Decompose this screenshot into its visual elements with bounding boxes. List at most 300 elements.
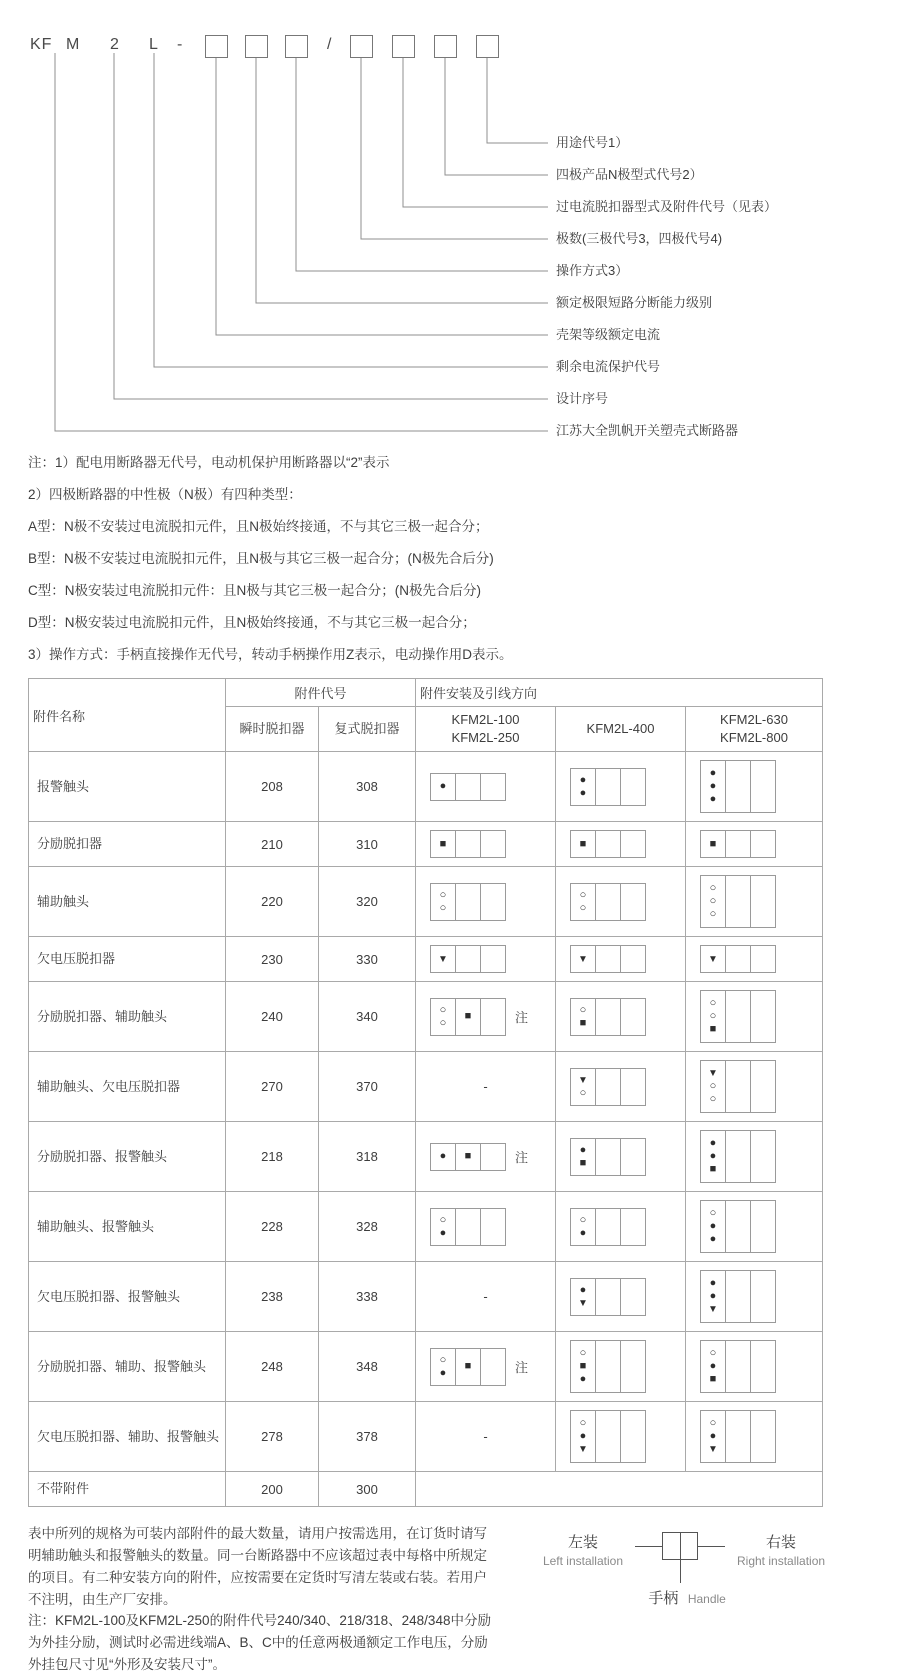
diagram-cell — [686, 1122, 823, 1192]
callout-label: 操作方式3） — [556, 263, 629, 278]
install-position-diagram — [570, 1068, 646, 1106]
diagram-cell — [416, 1122, 556, 1192]
instant-code-cell: 230 — [226, 937, 319, 982]
callout-line — [216, 58, 548, 335]
diagram-compartment — [595, 946, 620, 972]
accessory-symbol: ● — [579, 1226, 587, 1239]
note-line: B型：N极不安装过电流脱扣元件，且N极与其它三极一起合分；(N极先合后分) — [28, 551, 494, 566]
diagram-compartment — [571, 884, 595, 920]
callout-label: 额定极限短路分断能力级别 — [556, 295, 713, 310]
diagram-cell — [556, 1262, 686, 1332]
diagram-compartment — [431, 1349, 455, 1385]
instant-code-cell: 210 — [226, 822, 319, 867]
diagram-compartment — [480, 946, 505, 972]
install-position-diagram — [430, 1208, 506, 1246]
accessory-name-cell: 分励脱扣器 — [29, 822, 226, 867]
composite-code-cell: 348 — [319, 1332, 416, 1402]
code-letter: KF — [30, 36, 53, 53]
accessory-symbol: ○ — [709, 1347, 717, 1359]
callout-line — [114, 53, 548, 399]
right-lead-line — [698, 1546, 725, 1547]
diagram-compartment — [750, 1411, 775, 1462]
code-slash: / — [327, 36, 333, 53]
diagram-cell — [686, 1262, 823, 1332]
diagram-compartment — [571, 769, 595, 805]
accessory-symbol: ▼ — [708, 1304, 718, 1315]
accessory-name-cell: 辅助触头、欠电压脱扣器 — [29, 1052, 226, 1122]
empty-diagram-cell — [416, 1472, 823, 1507]
diagram-compartment — [571, 1069, 595, 1105]
code-dash: - — [177, 36, 184, 53]
footer-note: 注：KFM2L-100及KFM2L-250的附件代号240/340、218/318、248/348中分励为外挂分励，测试时必需进线端A、B、C中的任意两极通额定工作电压，分励外挂包尺寸见“外形及安装尺寸”。 — [28, 1613, 491, 1673]
install-position-diagram — [570, 768, 646, 806]
diagram-compartment — [431, 946, 455, 972]
table-row — [29, 937, 823, 982]
diagram-compartment — [620, 884, 645, 920]
install-position-diagram — [570, 830, 646, 858]
diagram-compartment — [725, 1131, 750, 1182]
accessory-symbol: ● — [439, 1150, 447, 1162]
diagram-cell — [416, 752, 556, 822]
callout-line — [445, 58, 548, 175]
diagram-cell — [556, 937, 686, 982]
header-code-col: 瞬时脱扣器 — [226, 707, 319, 752]
callout-label: 过电流脱扣器型式及附件代号（见表） — [556, 199, 778, 214]
diagram-cell — [686, 1332, 823, 1402]
diagram-compartment — [725, 761, 750, 812]
accessory-symbol: ○ — [709, 1207, 717, 1219]
diagram-compartment — [750, 1061, 775, 1112]
accessory-symbol: ○ — [709, 1417, 717, 1429]
install-position-diagram — [700, 1270, 776, 1323]
composite-code-cell: 320 — [319, 867, 416, 937]
diagram-compartment — [455, 884, 480, 920]
header-model-col: KFM2L-100 KFM2L-250 — [416, 707, 556, 752]
left-install-cn: 左装 — [567, 1534, 598, 1551]
instant-code-cell: 220 — [226, 867, 319, 937]
callout-label: 设计序号 — [556, 391, 609, 406]
diagram-compartment — [595, 1209, 620, 1245]
header-install-group: 附件安装及引线方向 — [416, 679, 823, 707]
diagram-compartment — [595, 1411, 620, 1462]
install-position-diagram — [700, 1060, 776, 1113]
diagram-compartment — [701, 761, 725, 812]
note-line: 2）四极断路器的中性极（N极）有四种类型： — [28, 487, 302, 502]
diagram-compartment — [701, 876, 725, 927]
diagram-compartment — [431, 774, 455, 800]
diagram-compartment — [750, 1201, 775, 1252]
diagram-compartment — [455, 946, 480, 972]
accessory-symbol: ● — [709, 1233, 717, 1245]
accessory-symbol: ● — [709, 1220, 717, 1232]
diagram-cell — [686, 867, 823, 937]
install-position-diagram — [570, 1278, 646, 1316]
note-mark: 注 — [515, 1150, 529, 1165]
diagram-compartment — [701, 1201, 725, 1252]
instant-code-cell: 208 — [226, 752, 319, 822]
diagram-compartment — [595, 769, 620, 805]
accessory-symbol: ○ — [709, 997, 717, 1009]
diagram-compartment — [620, 1069, 645, 1105]
note-mark: 注 — [515, 1360, 529, 1375]
diagram-cell — [686, 1052, 823, 1122]
install-position-diagram — [430, 830, 506, 858]
install-position-diagram — [570, 1410, 646, 1463]
handle-caption — [648, 1587, 726, 1608]
callout-label: 剩余电流保护代号 — [556, 359, 661, 374]
table-row — [29, 1192, 823, 1262]
accessory-symbol: ○ — [579, 1213, 587, 1226]
diagram-compartment — [750, 1271, 775, 1322]
instant-code-cell: 248 — [226, 1332, 319, 1402]
callout-line — [403, 58, 548, 207]
diagram-cell — [686, 752, 823, 822]
instant-code-cell: 218 — [226, 1122, 319, 1192]
accessory-symbol: ○ — [709, 908, 717, 920]
install-position-diagram — [430, 998, 506, 1036]
diagram-compartment — [595, 1069, 620, 1105]
accessories-table-header — [29, 679, 823, 752]
header-code-col: 复式脱扣器 — [319, 707, 416, 752]
instant-code-cell: 240 — [226, 982, 319, 1052]
diagram-cell — [416, 867, 556, 937]
accessory-symbol: ■ — [579, 837, 587, 850]
composite-code-cell: 370 — [319, 1052, 416, 1122]
accessory-symbol: ● — [709, 1137, 717, 1149]
header-model-col: KFM2L-400 — [556, 707, 686, 752]
accessory-symbol: ▼ — [578, 1074, 588, 1086]
accessory-symbol: ● — [579, 1283, 587, 1296]
diagram-compartment — [571, 1209, 595, 1245]
table-row — [29, 1122, 823, 1192]
header-accessory-name: 附件名称 — [29, 679, 226, 752]
diagram-cell — [686, 822, 823, 867]
accessory-symbol: ○ — [579, 888, 587, 901]
footer-section — [0, 1507, 900, 1676]
diagram-compartment — [620, 1341, 645, 1392]
table-row — [29, 867, 823, 937]
accessory-symbol: ● — [709, 1277, 717, 1289]
accessory-symbol: ▼ — [578, 953, 588, 965]
diagram-compartment — [571, 1341, 595, 1392]
accessory-symbol: ○ — [439, 1003, 447, 1016]
install-position-diagram — [700, 760, 776, 813]
accessory-name-cell: 分励脱扣器、报警触头 — [29, 1122, 226, 1192]
diagram-compartment — [455, 774, 480, 800]
left-installation-label — [543, 1531, 623, 1569]
accessory-symbol: ● — [579, 1430, 587, 1442]
table-row — [29, 1262, 823, 1332]
diagram-compartment — [480, 1349, 505, 1385]
diagram-compartment — [595, 1139, 620, 1175]
accessory-symbol: ● — [579, 1143, 587, 1156]
diagram-compartment — [750, 831, 775, 857]
composite-code-cell: 308 — [319, 752, 416, 822]
diagram-compartment — [480, 831, 505, 857]
accessory-symbol: ▼ — [708, 953, 718, 965]
accessory-symbol: ● — [439, 1226, 447, 1239]
code-box — [434, 35, 457, 58]
accessory-symbol: ○ — [439, 1213, 447, 1226]
diagram-compartment — [455, 1144, 480, 1170]
diagram-compartment — [725, 991, 750, 1042]
install-position-diagram — [700, 1130, 776, 1183]
diagram-compartment — [571, 831, 595, 857]
diagram-compartment — [701, 991, 725, 1042]
table-row — [29, 1402, 823, 1472]
diagram-cell — [416, 937, 556, 982]
accessory-symbol: ■ — [709, 837, 717, 850]
note-line: C型：N极安装过电流脱扣元件：且N极与其它三极一起合分；(N极先合后分) — [28, 583, 481, 598]
diagram-compartment — [595, 831, 620, 857]
diagram-cell — [556, 1402, 686, 1472]
breaker-cell — [680, 1533, 698, 1559]
diagram-compartment — [431, 999, 455, 1035]
accessory-symbol: ■ — [579, 1360, 587, 1372]
header-code-group: 附件代号 — [226, 679, 416, 707]
install-position-diagram — [700, 1200, 776, 1253]
handle-cn: 手柄 — [648, 1590, 679, 1607]
accessory-symbol: ● — [439, 1366, 447, 1379]
composite-code-cell: 328 — [319, 1192, 416, 1262]
right-installation-label — [737, 1531, 825, 1569]
diagram-cell — [686, 1192, 823, 1262]
composite-code-cell: 330 — [319, 937, 416, 982]
diagram-compartment — [701, 1061, 725, 1112]
table-row — [29, 1472, 823, 1507]
install-position-diagram — [430, 1143, 506, 1171]
composite-code-cell: 310 — [319, 822, 416, 867]
accessory-symbol: ○ — [439, 1016, 447, 1029]
diagram-cell — [686, 937, 823, 982]
no-option-cell: - — [416, 1402, 556, 1472]
accessory-name-cell: 不带附件 — [29, 1472, 226, 1507]
accessory-symbol: ▼ — [578, 1444, 588, 1455]
accessory-symbol: ○ — [579, 1086, 587, 1099]
accessory-name-cell: 分励脱扣器、辅助、报警触头 — [29, 1332, 226, 1402]
accessory-symbol: ● — [709, 1430, 717, 1442]
accessory-symbol: ● — [709, 1290, 717, 1302]
diagram-compartment — [595, 1279, 620, 1315]
diagram-compartment — [480, 999, 505, 1035]
accessory-symbol: ■ — [464, 1150, 472, 1162]
diagram-compartment — [595, 884, 620, 920]
diagram-compartment — [701, 946, 725, 972]
code-box — [205, 35, 228, 58]
callout-label: 极数(三极代号3，四极代号4) — [556, 231, 723, 246]
accessory-symbol: ● — [579, 773, 587, 786]
diagram-cell — [686, 982, 823, 1052]
model-code-area — [0, 0, 900, 448]
right-install-cn: 右装 — [766, 1534, 797, 1551]
accessory-symbol: ○ — [709, 1080, 717, 1092]
accessory-name-cell: 分励脱扣器、辅助触头 — [29, 982, 226, 1052]
diagram-compartment — [725, 1271, 750, 1322]
accessory-symbol: ● — [709, 767, 717, 779]
diagram-cell — [556, 1122, 686, 1192]
diagram-compartment — [480, 1144, 505, 1170]
install-position-diagram — [700, 1340, 776, 1393]
diagram-compartment — [725, 1201, 750, 1252]
code-letter: M — [66, 36, 81, 53]
accessory-symbol: ■ — [464, 1360, 472, 1372]
accessory-symbol: ■ — [709, 1163, 717, 1175]
diagram-compartment — [571, 1279, 595, 1315]
accessory-symbol: ○ — [579, 1003, 587, 1016]
accessory-symbol: ■ — [579, 1156, 587, 1169]
instant-code-cell: 228 — [226, 1192, 319, 1262]
callout-lines — [0, 0, 900, 450]
diagram-compartment — [480, 884, 505, 920]
diagram-compartment — [620, 1279, 645, 1315]
diagram-compartment — [431, 1144, 455, 1170]
diagram-compartment — [725, 876, 750, 927]
diagram-cell — [556, 752, 686, 822]
install-position-diagram — [570, 998, 646, 1036]
diagram-compartment — [620, 769, 645, 805]
accessory-symbol: ■ — [439, 837, 447, 850]
install-position-diagram — [700, 990, 776, 1043]
callout-label: 江苏大全凯帆开关塑壳式断路器 — [556, 423, 739, 438]
accessory-name-cell: 欠电压脱扣器、报警触头 — [29, 1262, 226, 1332]
install-position-diagram — [570, 1208, 646, 1246]
code-letter: 2 — [110, 36, 120, 53]
diagram-cell — [416, 982, 556, 1052]
install-position-diagram — [570, 883, 646, 921]
diagram-compartment — [750, 876, 775, 927]
install-position-diagram — [700, 945, 776, 973]
install-position-diagram — [570, 945, 646, 973]
accessories-table — [28, 678, 823, 1507]
table-row — [29, 982, 823, 1052]
code-box — [245, 35, 268, 58]
diagram-compartment — [431, 884, 455, 920]
notes-section — [0, 448, 900, 663]
note-mark: 注 — [515, 1010, 529, 1025]
diagram-compartment — [571, 1139, 595, 1175]
accessory-name-cell: 辅助触头、报警触头 — [29, 1192, 226, 1262]
header-row — [29, 679, 823, 707]
install-position-diagram — [430, 883, 506, 921]
callout-line — [361, 58, 548, 239]
diagram-compartment — [620, 999, 645, 1035]
diagram-cell — [556, 1332, 686, 1402]
footer-paragraph: 表中所列的规格为可装内部附件的最大数量，请用户按需选用，在订货时请写明辅助触头和报警触头的数量。同一台断路器中不应该超过表中每格中所规定的项目。有二种安装方向的附件，应按需要在定货时写清左装或右装。若用户不注明，由生产厂安排。 — [28, 1526, 487, 1607]
accessory-symbol: ▼ — [438, 953, 448, 965]
diagram-compartment — [750, 1341, 775, 1392]
diagram-compartment — [431, 1209, 455, 1245]
accessory-name-cell: 欠电压脱扣器 — [29, 937, 226, 982]
accessory-symbol: ○ — [579, 1417, 587, 1429]
accessories-table-body — [29, 752, 823, 1507]
accessory-name-cell: 报警触头 — [29, 752, 226, 822]
diagram-compartment — [701, 831, 725, 857]
handle-stem-line — [680, 1559, 681, 1583]
table-row — [29, 752, 823, 822]
diagram-cell — [556, 1052, 686, 1122]
accessory-symbol: ● — [439, 780, 447, 792]
callout-label: 壳架等级额定电流 — [556, 327, 661, 342]
note-line: 注：1）配电用断路器无代号，电动机保护用断路器以“2”表示 — [28, 455, 390, 470]
diagram-compartment — [620, 831, 645, 857]
accessory-name-cell: 辅助触头 — [29, 867, 226, 937]
code-box — [285, 35, 308, 58]
diagram-compartment — [701, 1271, 725, 1322]
diagram-compartment — [571, 1411, 595, 1462]
left-lead-line — [635, 1546, 662, 1547]
note-line: D型：N极安装过电流脱扣元件，且N极始终接通，不与其它三极一起合分； — [28, 615, 476, 630]
composite-code-cell: 318 — [319, 1122, 416, 1192]
accessory-symbol: ■ — [464, 1010, 472, 1022]
note-line: A型：N极不安装过电流脱扣元件，且N极始终接通，不与其它三极一起合分； — [28, 519, 489, 534]
accessory-symbol: ● — [709, 793, 717, 805]
callout-label: 四极产品N极型式代号2） — [556, 167, 703, 182]
accessory-symbol: ○ — [439, 1353, 447, 1366]
instant-code-cell: 270 — [226, 1052, 319, 1122]
diagram-compartment — [595, 999, 620, 1035]
install-position-diagram — [430, 1348, 506, 1386]
handle-figure — [635, 1531, 725, 1561]
accessory-symbol: ○ — [579, 1347, 587, 1359]
diagram-compartment — [701, 1341, 725, 1392]
installation-row — [496, 1531, 872, 1569]
instant-code-cell: 238 — [226, 1262, 319, 1332]
diagram-cell — [686, 1402, 823, 1472]
diagram-compartment — [455, 1349, 480, 1385]
diagram-compartment — [725, 831, 750, 857]
install-position-diagram — [430, 773, 506, 801]
diagram-compartment — [480, 774, 505, 800]
accessory-symbol: ○ — [439, 888, 447, 901]
composite-code-cell: 300 — [319, 1472, 416, 1507]
diagram-compartment — [620, 1139, 645, 1175]
accessory-symbol: ■ — [709, 1373, 717, 1385]
accessory-symbol: ▼ — [708, 1444, 718, 1455]
diagram-compartment — [595, 1341, 620, 1392]
diagram-compartment — [725, 1061, 750, 1112]
accessory-symbol: ○ — [439, 901, 447, 914]
diagram-compartment — [750, 1131, 775, 1182]
accessory-symbol: ○ — [709, 895, 717, 907]
install-position-diagram — [570, 1340, 646, 1393]
diagram-compartment — [571, 999, 595, 1035]
diagram-compartment — [701, 1411, 725, 1462]
diagram-cell — [556, 982, 686, 1052]
accessory-symbol: ■ — [709, 1023, 717, 1035]
diagram-cell — [416, 1332, 556, 1402]
diagram-compartment — [455, 999, 480, 1035]
breaker-cell — [663, 1533, 680, 1559]
accessory-symbol: ● — [709, 780, 717, 792]
diagram-compartment — [725, 1411, 750, 1462]
diagram-compartment — [701, 1131, 725, 1182]
accessory-symbol: ○ — [709, 1010, 717, 1022]
composite-code-cell: 338 — [319, 1262, 416, 1332]
accessory-symbol: ■ — [579, 1016, 587, 1029]
code-box — [476, 35, 499, 58]
callout-line — [154, 53, 548, 367]
header-model-col: KFM2L-630 KFM2L-800 — [686, 707, 823, 752]
code-box — [350, 35, 373, 58]
install-position-diagram — [430, 945, 506, 973]
left-install-en: Left installation — [542, 1554, 623, 1568]
accessory-symbol: ● — [709, 1360, 717, 1372]
callout-line — [55, 53, 548, 431]
accessory-symbol: ○ — [709, 1093, 717, 1105]
diagram-compartment — [571, 946, 595, 972]
breaker-body-icon — [662, 1532, 698, 1560]
install-position-diagram — [700, 1410, 776, 1463]
